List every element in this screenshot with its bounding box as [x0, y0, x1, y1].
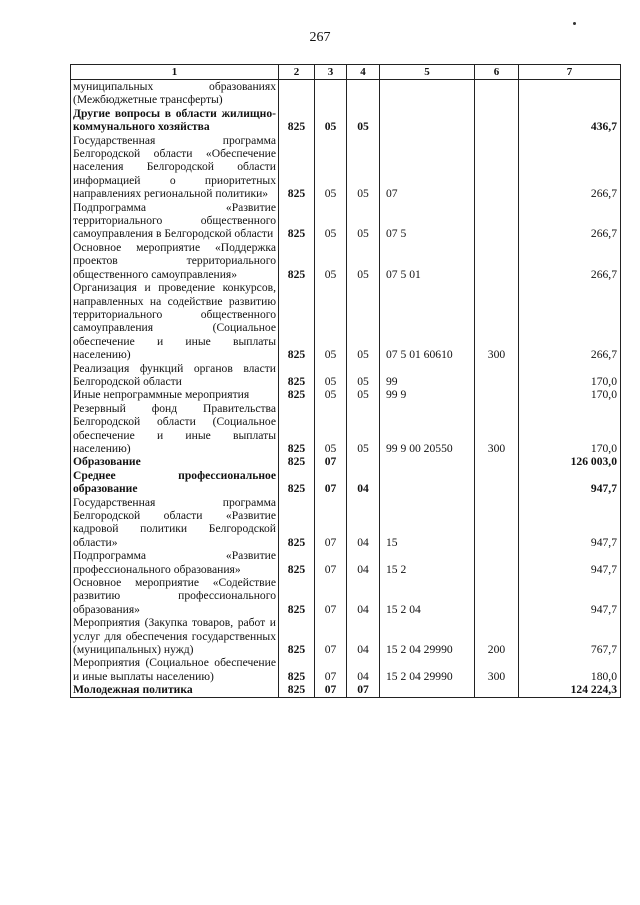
section-code-cell: 05 [315, 388, 347, 401]
target-article-cell: 15 2 [380, 549, 475, 576]
row-name-cell: Другие вопросы в области жилищно-коммунального хозяйства [71, 107, 279, 134]
amount-cell: 767,7 [519, 616, 621, 656]
amount-cell: 180,0 [519, 656, 621, 683]
section-code-cell: 07 [315, 469, 347, 496]
amount-cell: 947,7 [519, 469, 621, 496]
section-code-cell: 07 [315, 496, 347, 550]
column-number: 5 [380, 65, 475, 80]
subsection-code-cell: 04 [347, 616, 380, 656]
row-name-cell: Основное мероприятие «Содействие развитию профессионального образования» [71, 576, 279, 616]
ministry-code-cell: 825 [279, 362, 315, 389]
row-name-cell: Реализация функций органов власти Белгородской области [71, 362, 279, 389]
expense-type-cell: 300 [475, 402, 519, 456]
amount-cell: 124 224,3 [519, 683, 621, 697]
ministry-code-cell [279, 80, 315, 107]
amount-cell: 266,7 [519, 201, 621, 241]
target-article-cell: 15 2 04 [380, 576, 475, 616]
target-article-cell [380, 469, 475, 496]
amount-cell [519, 80, 621, 107]
row-name-cell: Резервный фонд Правительства Белгородской области (Социальное обеспечение и иные выплаты населению) [71, 402, 279, 456]
expense-type-cell [475, 80, 519, 107]
target-article-cell: 07 5 01 60610 [380, 281, 475, 361]
section-code-cell: 05 [315, 134, 347, 201]
ministry-code-cell: 825 [279, 455, 315, 468]
subsection-code-cell: 05 [347, 241, 380, 281]
expense-type-cell: 200 [475, 616, 519, 656]
ministry-code-cell: 825 [279, 201, 315, 241]
expense-type-cell [475, 683, 519, 697]
scan-speck [573, 22, 576, 25]
target-article-cell [380, 107, 475, 134]
row-name-cell: Подпрограмма «Развитие профессионального образования» [71, 549, 279, 576]
ministry-code-cell: 825 [279, 134, 315, 201]
page-number: 267 [309, 30, 331, 45]
section-code-cell: 07 [315, 656, 347, 683]
expense-type-cell [475, 134, 519, 201]
amount-cell: 266,7 [519, 134, 621, 201]
target-article-cell [380, 455, 475, 468]
amount-cell: 266,7 [519, 281, 621, 361]
column-number: 7 [519, 65, 621, 80]
subsection-code-cell: 05 [347, 402, 380, 456]
amount-cell: 170,0 [519, 402, 621, 456]
ministry-code-cell: 825 [279, 549, 315, 576]
section-code-cell: 07 [315, 616, 347, 656]
table-row [71, 576, 621, 616]
target-article-cell: 15 2 04 29990 [380, 656, 475, 683]
subsection-code-cell [347, 80, 380, 107]
row-name-cell: Основное мероприятие «Поддержка проектов территориального общественного самоуправления» [71, 241, 279, 281]
target-article-cell: 07 5 [380, 201, 475, 241]
table-row [71, 134, 621, 201]
expense-type-cell: 300 [475, 281, 519, 361]
row-name-cell: Государственная программа Белгородской области «Развитие кадровой политики Белгородской области» [71, 496, 279, 550]
target-article-cell: 99 9 [380, 388, 475, 401]
column-number: 4 [347, 65, 380, 80]
expense-type-cell [475, 201, 519, 241]
section-code-cell: 05 [315, 281, 347, 361]
table-row [71, 656, 621, 683]
row-name-cell: Мероприятия (Социальное обеспечение и иные выплаты населению) [71, 656, 279, 683]
amount-cell: 947,7 [519, 576, 621, 616]
column-number: 1 [71, 65, 279, 80]
amount-cell: 170,0 [519, 388, 621, 401]
subsection-code-cell: 05 [347, 201, 380, 241]
row-name-cell: Государственная программа Белгородской области «Обеспечение населения Белгородской области информацией о приоритетных направлениях региональной политики» [71, 134, 279, 201]
section-code-cell: 07 [315, 549, 347, 576]
section-code-cell: 05 [315, 241, 347, 281]
section-code-cell: 07 [315, 576, 347, 616]
budget-table-body [71, 80, 621, 698]
expense-type-cell [475, 241, 519, 281]
row-name-cell: Молодежная политика [71, 683, 279, 697]
expense-type-cell [475, 455, 519, 468]
subsection-code-cell: 05 [347, 107, 380, 134]
subsection-code-cell: 05 [347, 362, 380, 389]
row-name-cell: Мероприятия (Закупка товаров, работ и услуг для обеспечения государственных (муниципальных) нужд) [71, 616, 279, 656]
section-code-cell: 05 [315, 201, 347, 241]
ministry-code-cell: 825 [279, 656, 315, 683]
expense-type-cell [475, 388, 519, 401]
table-row [71, 549, 621, 576]
section-code-cell: 05 [315, 362, 347, 389]
table-row [71, 362, 621, 389]
expense-type-cell: 300 [475, 656, 519, 683]
section-code-cell: 05 [315, 107, 347, 134]
section-code-cell [315, 80, 347, 107]
ministry-code-cell: 825 [279, 576, 315, 616]
target-article-cell [380, 80, 475, 107]
table-row [71, 241, 621, 281]
column-number-row [71, 65, 621, 80]
ministry-code-cell: 825 [279, 107, 315, 134]
expense-type-cell [475, 362, 519, 389]
target-article-cell: 07 5 01 [380, 241, 475, 281]
ministry-code-cell: 825 [279, 469, 315, 496]
amount-cell: 266,7 [519, 241, 621, 281]
row-name-cell: Среднее профессиональное образование [71, 469, 279, 496]
table-row [71, 107, 621, 134]
subsection-code-cell: 05 [347, 281, 380, 361]
expense-type-cell [475, 469, 519, 496]
target-article-cell: 99 9 00 20550 [380, 402, 475, 456]
table-row [71, 281, 621, 361]
ministry-code-cell: 825 [279, 616, 315, 656]
table-row [71, 201, 621, 241]
table-row [71, 469, 621, 496]
subsection-code-cell [347, 455, 380, 468]
ministry-code-cell: 825 [279, 241, 315, 281]
column-number: 6 [475, 65, 519, 80]
target-article-cell [380, 683, 475, 697]
ministry-code-cell: 825 [279, 281, 315, 361]
subsection-code-cell: 05 [347, 388, 380, 401]
subsection-code-cell: 05 [347, 134, 380, 201]
table-row [71, 683, 621, 697]
amount-cell: 126 003,0 [519, 455, 621, 468]
section-code-cell: 07 [315, 455, 347, 468]
row-name-cell: Иные непрограммные мероприятия [71, 388, 279, 401]
ministry-code-cell: 825 [279, 496, 315, 550]
row-name-cell: Организация и проведение конкурсов, направленных на содействие развитию территориального общественного самоуправления (Социальное обеспечение и иные выплаты населению) [71, 281, 279, 361]
amount-cell: 170,0 [519, 362, 621, 389]
expense-type-cell [475, 576, 519, 616]
expense-type-cell [475, 496, 519, 550]
subsection-code-cell: 04 [347, 576, 380, 616]
row-name-cell: Образование [71, 455, 279, 468]
table-row [71, 455, 621, 468]
column-number: 3 [315, 65, 347, 80]
target-article-cell: 15 [380, 496, 475, 550]
section-code-cell: 05 [315, 402, 347, 456]
amount-cell: 436,7 [519, 107, 621, 134]
subsection-code-cell: 04 [347, 656, 380, 683]
target-article-cell: 99 [380, 362, 475, 389]
ministry-code-cell: 825 [279, 388, 315, 401]
amount-cell: 947,7 [519, 496, 621, 550]
ministry-code-cell: 825 [279, 683, 315, 697]
section-code-cell: 07 [315, 683, 347, 697]
target-article-cell: 07 [380, 134, 475, 201]
table-row [71, 388, 621, 401]
expense-type-cell [475, 549, 519, 576]
subsection-code-cell: 04 [347, 469, 380, 496]
budget-table [70, 64, 621, 698]
row-name-cell: Подпрограмма «Развитие территориального общественного самоуправления в Белгородской области [71, 201, 279, 241]
ministry-code-cell: 825 [279, 402, 315, 456]
table-row [71, 80, 621, 107]
table-row [71, 496, 621, 550]
subsection-code-cell: 04 [347, 496, 380, 550]
target-article-cell: 15 2 04 29990 [380, 616, 475, 656]
amount-cell: 947,7 [519, 549, 621, 576]
table-row [71, 402, 621, 456]
subsection-code-cell: 04 [347, 549, 380, 576]
table-row [71, 616, 621, 656]
column-number: 2 [279, 65, 315, 80]
row-name-cell: муниципальных образованиях (Межбюджетные трансферты) [71, 80, 279, 107]
expense-type-cell [475, 107, 519, 134]
subsection-code-cell: 07 [347, 683, 380, 697]
